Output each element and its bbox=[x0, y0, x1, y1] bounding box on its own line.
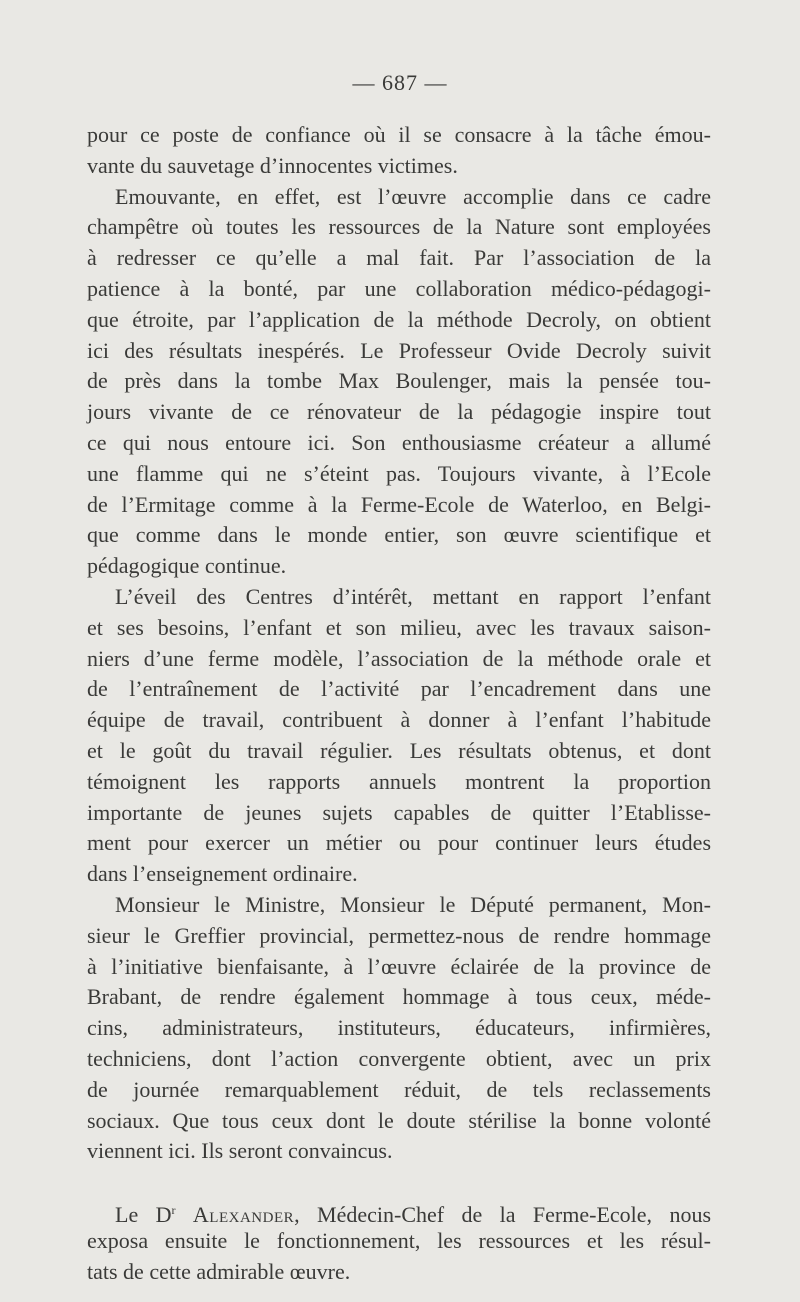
body-text bbox=[87, 120, 711, 1287]
text-line: jours vivante de ce rénovateur de la pédagogie inspire tout bbox=[87, 399, 711, 425]
text-line: de l’entraînement de l’activité par l’encadrement dans une bbox=[87, 676, 711, 702]
text-fragment: Le D bbox=[115, 1202, 172, 1228]
paragraph bbox=[87, 890, 711, 1167]
text-line: équipe de travail, contribuent à donner à l’enfant l’habitude bbox=[87, 707, 711, 733]
paragraph bbox=[87, 582, 711, 890]
text-line: pédagogique continue. bbox=[87, 553, 287, 579]
text-line: importante de jeunes sujets capables de quitter l’Etablisse- bbox=[87, 799, 711, 825]
text-line: dans l’enseignement ordinaire. bbox=[87, 861, 358, 887]
text-line: de près dans la tombe Max Boulenger, mais la pensée tou- bbox=[87, 368, 711, 394]
text-line: viennent ici. Ils seront convaincus. bbox=[87, 1138, 393, 1164]
paragraph bbox=[87, 1195, 711, 1287]
text-line: champêtre où toutes les ressources de la Nature sont employées bbox=[87, 214, 711, 240]
text-line: ce qui nous entoure ici. Son enthousiasme créateur a allumé bbox=[87, 429, 711, 455]
text-line: tats de cette admirable œuvre. bbox=[87, 1258, 351, 1284]
text-line: L’éveil des Centres d’intérêt, mettant en rapport l’enfant bbox=[115, 583, 711, 609]
paragraph bbox=[87, 120, 711, 182]
text-line: sieur le Greffier provincial, permettez-nous de rendre hommage bbox=[87, 922, 711, 948]
text-line: à redresser ce qu’elle a mal fait. Par l’association de la bbox=[87, 245, 711, 271]
text-line: exposa ensuite le fonctionnement, les ressources et les résul- bbox=[87, 1227, 711, 1253]
paragraph-spacer bbox=[87, 1167, 711, 1195]
text-line: ici des résultats inespérés. Le Professeur Ovide Decroly suivit bbox=[87, 337, 711, 363]
text-line: à l’initiative bienfaisante, à l’œuvre éclairée de la province de bbox=[87, 953, 711, 979]
text-line: Monsieur le Ministre, Monsieur le Député permanent, Mon- bbox=[115, 891, 711, 917]
paragraph bbox=[87, 182, 711, 582]
text-line: et le goût du travail régulier. Les résultats obtenus, et dont bbox=[87, 737, 711, 763]
superscript: r bbox=[171, 1203, 176, 1218]
text-line: témoignent les rapports annuels montrent la proportion bbox=[87, 768, 711, 794]
text-line: ment pour exercer un métier ou pour continuer leurs études bbox=[87, 830, 711, 856]
text-line: Brabant, de rendre également hommage à tous ceux, méde- bbox=[87, 984, 711, 1010]
text-line: et ses besoins, l’enfant et son milieu, avec les travaux saison- bbox=[87, 614, 711, 640]
text-line: de journée remarquablement réduit, de tels reclassements bbox=[87, 1076, 711, 1102]
text-line bbox=[87, 1195, 711, 1226]
text-line: techniciens, dont l’action convergente obtient, avec un prix bbox=[87, 1045, 711, 1071]
author-name: Alexander bbox=[192, 1202, 295, 1228]
text-line: sociaux. Que tous ceux dont le doute stérilise la bonne volonté bbox=[87, 1107, 711, 1133]
text-line: cins, administrateurs, instituteurs, éducateurs, infirmières, bbox=[87, 1015, 711, 1041]
text-line: que étroite, par l’application de la méthode Decroly, on obtient bbox=[87, 306, 711, 332]
text-line: de l’Ermitage comme à la Ferme-Ecole de Waterloo, en Belgi- bbox=[87, 491, 711, 517]
text-line: une flamme qui ne s’éteint pas. Toujours vivante, à l’Ecole bbox=[87, 460, 711, 486]
text-line: vante du sauvetage d’innocentes victimes. bbox=[87, 152, 458, 178]
page-number: — 687 — bbox=[352, 70, 448, 95]
text-line: que comme dans le monde entier, son œuvre scientifique et bbox=[87, 522, 711, 548]
text-line: niers d’une ferme modèle, l’association de la méthode orale et bbox=[87, 645, 711, 671]
text-line: pour ce poste de confiance où il se consacre à la tâche émou- bbox=[87, 122, 711, 147]
text-fragment: , Médecin-Chef de la Ferme-Ecole, nous bbox=[294, 1202, 712, 1228]
text-line: Emouvante, en effet, est l’œuvre accomplie dans ce cadre bbox=[115, 183, 711, 209]
text-line: patience à la bonté, par une collaboration médico-pédagogi- bbox=[87, 275, 711, 301]
